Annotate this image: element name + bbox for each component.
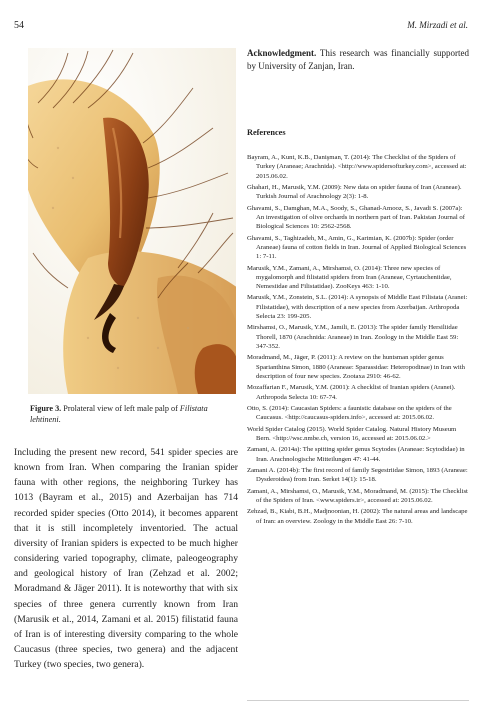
reference-item: Ghahari, H., Marusik, Y.M. (2009): New data on spider fauna of Iran (Araneae). Turkish Journal of Arachnology 2(3): 1-8.	[247, 183, 462, 201]
running-head: M. Mirzadi et al.	[407, 20, 468, 30]
figure-caption	[30, 404, 236, 425]
figure-photo	[28, 48, 236, 394]
page-number: 54	[14, 20, 24, 31]
reference-item: Marusik, Y.M., Zamani, A., Mirshamsi, O. (2014): Three new species of mygalomorph and filistatid spiders from Iran (Araneae, Cyrtaucheniidae, Nemesiidae and Filistatidae). ZooKeys 463: 1-10.	[247, 264, 452, 290]
acknowledgment-text: This research was financially supported by University of Zanjan, Iran.	[247, 48, 470, 71]
reference-item: Zamani, A. (2014a): The spitting spider genus Scytodes (Araneae: Scytodidae) in Iran. Arachnologische Mitteilungen 47: 41-44.	[247, 446, 465, 463]
caption-species: Filistata lehtineni	[30, 404, 208, 424]
palp-micrograph	[28, 48, 236, 394]
reference-item: Bayram, A., Kunt, K.B., Danişman, T. (2014): The Checklist of the Spiders of Turkey (Araneae; Arachnida). <http://www.spidersofturkey.com>, accessed at: 2015.06.02.	[247, 154, 467, 180]
reference-item: Zehzad, B., Kiabi, B.H., Madjnoonian, H. (2002): The natural areas and landscape of Iran: an overview. Zoology in the Middle East 26: 7-10.	[247, 508, 468, 525]
caption-end: .	[58, 414, 61, 424]
reference-item: Marusik, Y.M., Zonstein, S.L. (2014): A synopsis of Middle East Filistata (Aranei: Filistatidae), with description of a new species from Azerbaijan. Arthropoda Selecta 23: 199-205.	[247, 294, 468, 320]
acknowledgment	[247, 47, 469, 72]
acknowledgment-label: Acknowledgment.	[247, 48, 317, 58]
reference-item: Mozaffarian F., Marusik, Y.M. (2001): A checklist of Iranian spiders (Aranei). Arthropoda Selecta 10: 67-74.	[247, 384, 456, 401]
reference-item: Ghavami, S., Damghan, M.A., Soody, S., Ghanad-Amooz, S., Javadi S. (2007a): An investigation of olive orchards in northern part of Iran. Pakistan Journal of Biological Sciences 10: 2562-2568.	[247, 204, 465, 231]
reference-item: Zamani, A., Mirshamsi, O., Marusik, Y.M., Moradmand, M. (2015): The Checklist of the Spiders of Iran. <www.spiders.ir>, accessed at: 2015.06.02.	[247, 487, 468, 504]
footer-divider	[247, 700, 469, 701]
reference-item: World Spider Catalog (2015). World Spider Catalog. Natural History Museum Bern. <http://wsc.nmbe.ch, version 16, accessed at: 2015.06.02.>	[247, 425, 457, 442]
reference-item: Moradmand, M., Jäger, P. (2011): A review on the huntsman spider genus Sparianthina Simon, 1880 (Araneae: Sparassidae: Heteropodinae) in Iran with description of four new species. Zootaxa 2910: 46-62.	[247, 354, 465, 380]
caption-label: Figure 3.	[30, 404, 62, 413]
reference-item: Ghavami, S., Taghizadeh, M., Amin, G., Karimian, K. (2007b): Spider (order Araneae) fauna of cotton fields in Iran. Journal of Applied Biological Sciences 1: 7-11.	[247, 234, 467, 261]
references-heading: References	[247, 128, 286, 137]
reference-item: Zamani A. (2014b): The first record of family Segestriidae Simon, 1893 (Araneae: Dysderoidea) from Iran. Serket 14(1): 15-18.	[247, 467, 468, 484]
body-paragraph: Including the present new record, 541 spider species are known from Iran. When comparing the Iranian spider fauna with other regions, the neighboring Turkey has 1013 (Bayram et al., 2015) and Azerbaijan has 714 recorded spider species (Otto 2014), it becomes apparent that it is still incompletely inventoried. The actual diversity of Iranian spiders is expected to be much higher considering varied topography, climate, paleogeography and geological history of Iran (Zehzad et al. 2002; Moradmand & Jäger 2011). It is noteworthy that with six species of three genera currently known from Iran (Marusik et al., 2014, Zamani et al. 2015) filistatid fauna of Iran is of interesting diversity comparing to the whole Caucasus (three species, two genera) and the adjacent Turkey (two species, two genera).	[14, 447, 238, 671]
caption-text: Prolateral view of left male palp of	[63, 404, 178, 413]
reference-item: Otto, S. (2014): Caucasian Spiders: a faunistic database on the spiders of the Caucasus. <http://caucasus-spiders.info>, accessed at: 2015.06.02.	[247, 404, 452, 422]
references-list	[247, 153, 469, 528]
reference-item: Mirshamsi, O., Marusik, Y.M., Jamili, E. (2013): The spider family Hersiliidae Thorell, 1870 (Arachnida: Araneae) in Iran. Zoology in the Middle East 59: 347-352.	[247, 324, 459, 350]
